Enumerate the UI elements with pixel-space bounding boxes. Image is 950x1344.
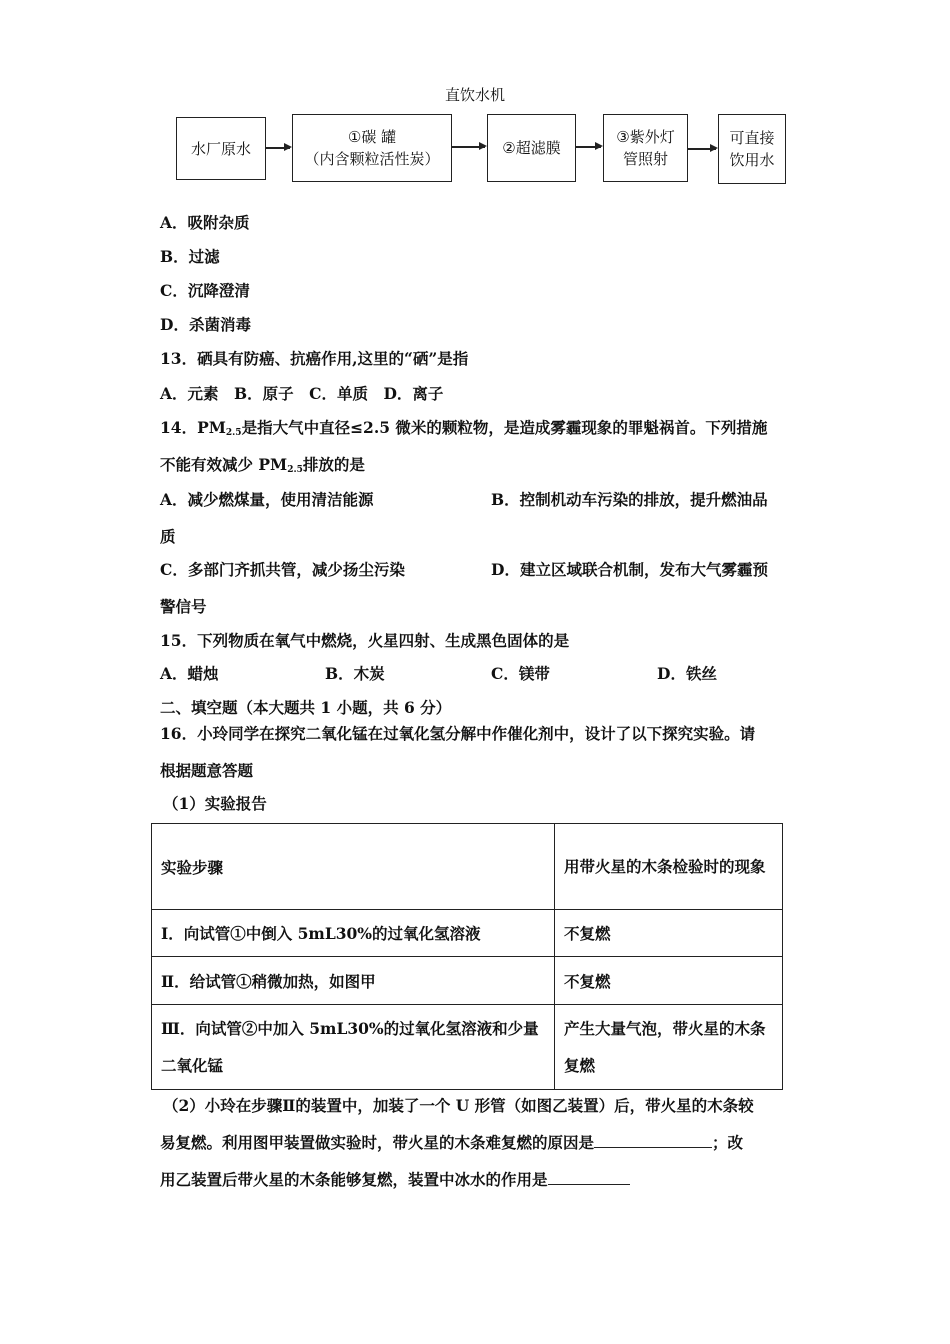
q15-option-d: D．铁丝 [657, 664, 717, 683]
table-cell-step: Ⅱ．给试管①稍微加热，如图甲 [152, 957, 555, 1005]
q14-stem-part: 14．PM [160, 418, 226, 437]
table-cell-step: Ⅲ．向试管②中加入 5mL30%的过氧化氢溶液和少量二氧化锰 [152, 1005, 555, 1090]
flow-step-label: 水厂原水 [190, 139, 251, 158]
subscript: 2.5 [287, 465, 303, 475]
q14-stem [160, 416, 767, 438]
q16-part2-line3 [160, 1168, 630, 1190]
q13-stem: 13．硒具有防癌、抗癌作用,这里的“硒”是指 [160, 349, 469, 368]
q14-stem-part: 不能有效减少 PM [160, 455, 288, 474]
flow-step-label: 可直接 饮用水 [729, 129, 775, 169]
q16-part1-label: （1）实验报告 [163, 794, 267, 813]
arrow-icon [266, 147, 290, 149]
q16-part2-line2 [160, 1131, 743, 1153]
q15-option-a: A．蜡烛 [160, 664, 219, 683]
table-cell-observation: 不复燃 [555, 910, 783, 957]
flow-step-uv-lamp [603, 114, 688, 182]
flow-step-drinkable-water [718, 114, 786, 184]
table-row [152, 910, 783, 957]
table-cell-step: I．向试管①中倒入 5mL30%的过氧化氢溶液 [152, 910, 555, 957]
q14-stem-line2 [160, 453, 365, 475]
q16-text: ；改 [712, 1133, 744, 1152]
q16-part2-line1: （2）小玲在步骤Ⅱ的装置中，加装了一个 U 形管（如图乙装置）后，带火星的木条较 [163, 1096, 754, 1115]
experiment-report-table [151, 823, 783, 1090]
table-header-row [152, 824, 783, 910]
section-heading: 二、填空题（本大题共 1 小题，共 6 分） [160, 698, 452, 717]
subscript: 2.5 [225, 428, 242, 438]
table-cell-observation: 不复燃 [555, 957, 783, 1005]
q15-option-c: C．镁带 [491, 664, 550, 683]
q14-option-c: C．多部门齐抓共管，减少扬尘污染 [160, 560, 405, 579]
flow-step-label: ③紫外灯 管照射 [616, 128, 675, 168]
q12-option-a: A．吸附杂质 [160, 213, 250, 232]
flow-step-carbon-tank [292, 114, 452, 182]
q14-option-b-cont: 质 [160, 527, 176, 546]
q12-option-d: D．杀菌消毒 [160, 315, 251, 334]
q13-options: A．元素 B．原子 C．单质 D．离子 [160, 384, 444, 403]
table-row [152, 957, 783, 1005]
q14-stem-part: 排放的是 [302, 455, 365, 474]
table-row [152, 1005, 783, 1090]
answer-blank-1[interactable] [594, 1133, 712, 1148]
q14-stem-part: 是指大气中直径≤2.5 微米的颗粒物，是造成雾霾现象的罪魁祸首。下列措施 [241, 418, 768, 437]
q15-option-b: B．木炭 [325, 664, 385, 683]
q14-option-b: B．控制机动车污染的排放，提升燃油品 [491, 490, 768, 509]
q14-option-d: D．建立区域联合机制，发布大气雾霾预 [491, 560, 768, 579]
flow-step-raw-water [176, 117, 266, 180]
q14-option-d-cont: 警信号 [160, 597, 207, 616]
table-header-step: 实验步骤 [152, 824, 555, 910]
q16-text: 易复燃。利用图甲装置做实验时，带火星的木条难复燃的原因是 [160, 1133, 595, 1152]
flow-step-label: ①碳 罐 （内含颗粒活性炭） [304, 128, 440, 168]
answer-blank-2[interactable] [548, 1170, 630, 1185]
q16-stem: 16．小玲同学在探究二氧化锰在过氧化氢分解中作催化剂中，设计了以下探究实验。请 [160, 724, 756, 743]
arrow-icon [688, 148, 716, 150]
flow-step-ultrafiltration [487, 114, 576, 182]
arrow-icon [452, 146, 485, 148]
q16-text: 用乙装置后带火星的木条能够复燃，装置中冰水的作用是 [160, 1170, 548, 1189]
table-cell-observation: 产生大量气泡，带火星的木条复燃 [555, 1005, 783, 1090]
q14-option-a: A．减少燃煤量，使用清洁能源 [160, 490, 374, 509]
diagram-title: 直饮水机 [444, 86, 505, 104]
q16-stem-line2: 根据题意答题 [160, 761, 254, 780]
q12-option-c: C．沉降澄清 [160, 281, 250, 300]
q15-stem: 15．下列物质在氧气中燃烧，火星四射、生成黑色固体的是 [160, 631, 570, 650]
flow-step-label: ②超滤膜 [502, 139, 561, 157]
q12-option-b: B．过滤 [160, 247, 220, 266]
table-header-observation: 用带火星的木条检验时的现象 [555, 824, 783, 910]
arrow-icon [576, 146, 601, 148]
